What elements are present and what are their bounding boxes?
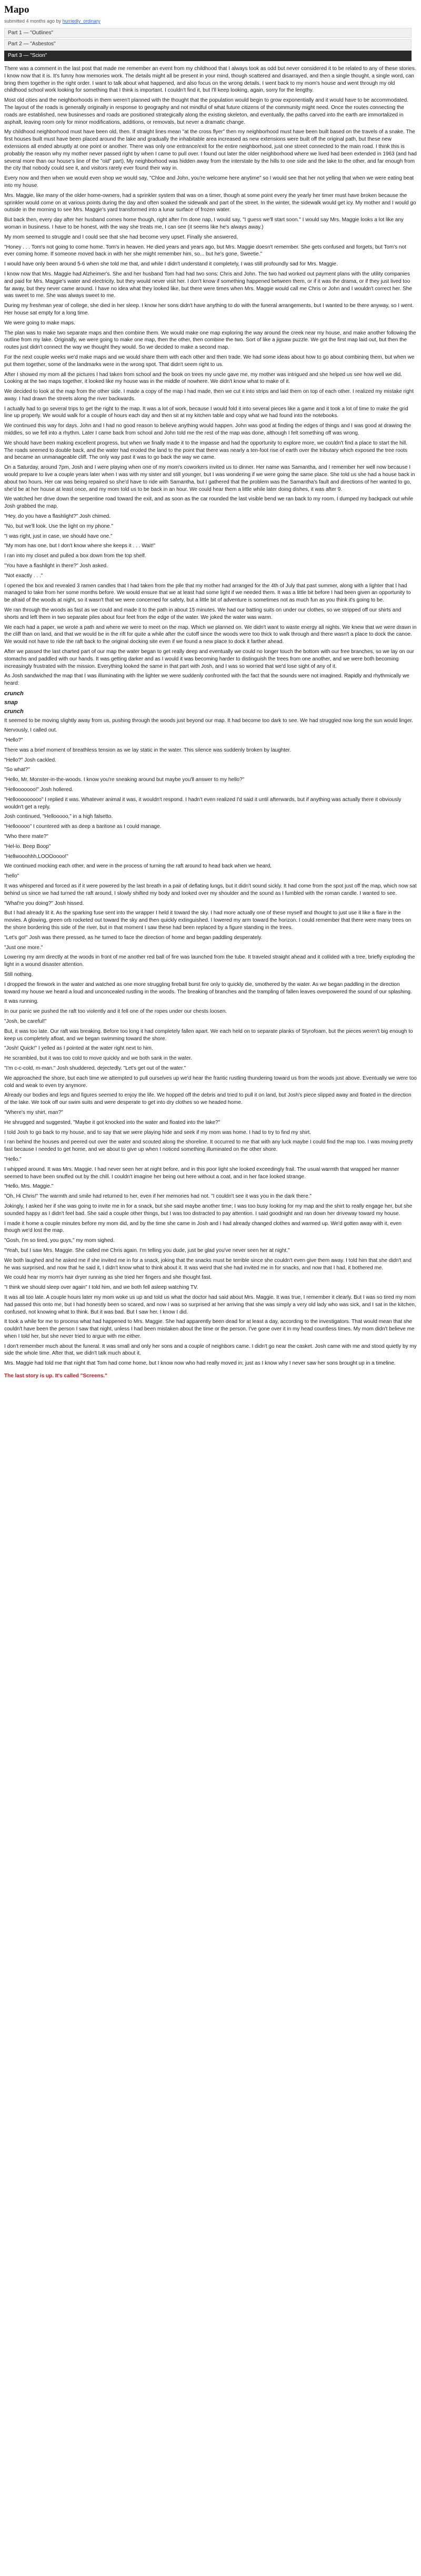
story-paragraph: "I think we should sleep over again" I told him, and we both fell asleep watching TV. [4,1285,198,1291]
story-paragraph: I told Josh to go back to my house, and to say that we were playing hide and seek if my mom was home. I had to try to find my shirt. [4,1129,312,1136]
story-body [4,65,417,1380]
byline-prefix: submitted 4 months ago by [4,18,62,24]
story-paragraph: "So what?" [4,767,30,773]
story-paragraph: As Josh sandwiched the map that I was illuminating with the lighter we were suddenly confronted with the fact that the sounds were not imagined. Rapidly and rhythmically we heard: [4,673,409,687]
story-paragraph: Most old cities and the neighborhoods in them weren't planned with the thought that the population would begin to grow exponentially and it would have to be accommodated. The layout of the roads is generally originally in response to geography and not mindful of what future citizens of the community might need. Once the routes connecting the roads are established, new businesses and roads are positioned strategically along the existing skeleton, and eventually, the paths carved into the earth are immortalized in asphalt, leaving room only for minor modifications, additions, or removals, but never a dramatic change. [4,97,408,125]
story-paragraph: I know now that Mrs. Maggie had Alzheimer's. She and her husband Tom had had two sons: Chris and John. The two had worked out payment plans with the utility companies and paid for Mrs. Maggie's water and electricity, but they would never visit her. I don't know if something happened between them, or if it was the drama, or if they just lived too far away, but they never came around. I have no idea what they looked like, but there were times when Mrs. Maggie would call me Chris or John and I wouldn't correct her. She was sweet to me. She was always sweet to me. [4,271,412,299]
story-paragraph: "Who there mate?" [4,834,48,840]
story-paragraph: "Hel-lo. Beep Boop" [4,843,51,850]
story-paragraph: I whipped around. It was Mrs. Maggie. I had never seen her at night before, and in this poor light she looked exceedingly frail. The usual warmth that wrapped her manner seemed to have been snuffed out by the chill. I couldn't imagine her being out here without a coat, and in her face looked strange. [4,1166,399,1180]
story-paragraph: Nervously, I called out. [4,727,57,734]
story-paragraph: "Gosh, I'm so tired, you guys," my mom sighed. [4,1238,115,1244]
sound-effect-line: snap [4,699,18,706]
story-paragraph: Every now and then when we would even shop we would say, "Chloe and John, you're welcome here anytime" so I would see that her not yelling that when we were eating beat into my house. [4,175,414,189]
closing-note: The last story is up. It's called "Screens." [4,1373,107,1379]
story-paragraph: For the next couple weeks we'd make maps and we would share them with each other and then trade. We had some ideas about how to go about combining them, but when we put them together, some of the landmarks were in the wrong spot. That didn't seem right to us. [4,354,415,368]
story-paragraph: "You have a flashlight in there?" Josh asked. [4,563,108,569]
story-paragraph: "Hello?" Josh cackled. [4,757,56,763]
story-paragraph: "Hello." [4,1156,22,1162]
series-part-link[interactable]: Part 3 — "Scion" [4,51,412,61]
story-paragraph: I would have only been around 5-6 when she told me that, and while I didn't understand it completely, I was still profoundly sad for Mrs. Maggie. [4,261,338,268]
byline [4,18,417,24]
series-part-link[interactable]: Part 2 — "Asbestos" [4,39,412,50]
story-paragraph: "Hey, do you have a flashlight?" Josh chimed. [4,514,111,520]
story-paragraph: I opened the box and revealed 3 ramen candles that I had taken from the pile that my mother had arranged for the 4th of July that past summer, along with a lighter that I had managed to take from her some months before. We would ensure that we at least had some light if we needed them. It was a little bit before I had been given an opportunity to be afraid of the woods at night, so it wasn't that we were concerned for safety, but a little bit of adventure is sometimes not as much fun as you think it's going to be. [4,583,411,604]
story-paragraph: After we passed the last charted part of our map the water began to get really deep and eventually we could no longer touch the bottom with our free branches, so we lay on our stomachs and paddled with our hands. It was getting darker and as I would it was becoming harder to distinguish the trees from one another, and we were both becoming increasingly frustrated with the mission. Everything looked the same in that part with Josh, and I was so worried that we'd lose sight of any of it. [4,649,414,669]
series-part-link[interactable]: Part 1 — "Outlines" [4,28,412,38]
story-paragraph: "Oh, Hi Chris!" The warmth and smile had returned to her, even if her memories had not. "I couldn't see it was you in the dark there." [4,1193,312,1200]
story-paragraph: We continued this way for days. John and I had no good reason to believe anything would happen. John was good at finding the edges of things and I was good at drawing the middles, so we fell into a rhythm. Later I came back from school and John told me the rest of the map was done, although I felt something off was wrong. [4,423,412,437]
story-paragraph: On a Saturday, around 7pm, Josh and I were playing when one of my mom's coworkers invited us to dinner. Her name was Samantha, and I remember her well now because I would prepare to live a couple years later when I was with my sister and still younger, but I was wondering if we were going the same place. She told us she had a house back in about two hours. Her car was being repaired so she'd have to ride with Samantha, but I gathered that the problem was the Samantha's fault and directions of her wanted to go, she'd be at her house at least once, and my mom told us to be back in an hour. We could hear them a little while later doing dishes, it was after 9. [4,465,415,492]
story-paragraph: Lowering my arm directly at the woods in front of me another red ball of fire was launched from the tube. It traveled straight ahead and it collided with a tree, briefly exploding the light in a wound disaster attention. [4,954,415,968]
story-paragraph: We approached the shore, but each time we attempted to pull ourselves up we'd hear the frantic rustling thundering toward us from the woods just above. Eventually we were too cold and weak to even try anymore. [4,1075,417,1089]
story-paragraph: My mom seemed to struggle and I could see that she had become very upset. Finally she answered, [4,234,238,240]
story-paragraph: I dropped the firework in the water and watched as one more struggling fireball burst fire only to quickly die, smothered by the water. As we began paddling in the direction toward my house we heard a loud and unconcealed rustling in the woods. The breaking of branches and the trampling of fallen leaves overpowered the sound of our splashing. [4,981,412,995]
story-paragraph: "Hello, Mr. Monster-in-the-woods. I know you're sneaking around but maybe you'll answer to my hello?" [4,777,245,783]
story-paragraph: "Honey . . . Tom's not going to come home. Tom's in heaven. He died years and years ago, but Mrs. Maggie doesn't remember. She gets confused and forgets, but Tom's not ever coming home. If someone moved back in with her she might remember him, so... but he's gone, Sweetie." [4,244,406,258]
story-paragraph: Still nothing. [4,972,33,978]
author-link[interactable]: hurriedly_ordinary [62,18,101,24]
story-paragraph: "I'm c-c-cold, m-man." Josh shuddered, dejectedly. "Let's get out of the water." [4,1065,186,1071]
story-paragraph: I ran into my closet and pulled a box down from the top shelf. [4,553,146,559]
story-paragraph: "Yeah, but I saw Mrs. Maggie. She called me Chris again. I'm telling you dude, just be glad you've never seen her at night." [4,1247,290,1254]
story-paragraph: I ran behind the houses and peered out over the water and scouted along the shoreline. It occurred to me that with any luck maybe I could find the map too. I was moving pretty fast because I needed to get home, and we about to give up when I noticed something illuminated on the other shore. [4,1139,413,1153]
story-paragraph: He scrambled, but it was too cold to move quickly and we both sank in the water. [4,1055,192,1062]
story-paragraph: "Hellooooooo!" Josh hollered. [4,787,74,793]
story-paragraph: Mrs. Maggie had told me that night that Tom had come home, but I know now who had really moved in; just as I know why I never saw her sons brought up in a timeline. [4,1360,396,1367]
story-paragraph: My childhood neighborhood must have been old, then. If straight lines mean "at the cross flyer" then my neighborhood must have been built based on the travels of a snake. The first houses built must have been placed around the lake and gradually the inhabitable area increased as new extensions were built off the original path, but these new extensions all ended abruptly at one point or another. There was only one entrance/exit for the entire neighborhood, just one street connected to the main road. I think this is probably the reason why my mother never passed right by when I came to pull over. I found out later the older neighborhood where we lived had been extended in 1963 (and had several more than our house's line of the "old" part). My neighborhood was hidden away from the interstate by the hills to one side and the lake to the other, and far enough from the city that nobody could see it, and visitors rarely ever found their way in. [4,129,417,172]
story-paragraph: During my freshman year of college, she died in her sleep. I know her sons didn't have anything to do with the funeral arrangements, but I wanted to be there anyway, so I went. Her house sat empty for a long time. [4,303,414,316]
story-paragraph: Already our bodies and legs and figures seemed to enjoy the life. We hopped off the debris and tried to pull it on land, but Josh's piece slipped away and floated in the direction of the lake. We took off our swim suits and were desperate to get into dry clothes so we headed home. [4,1092,412,1106]
story-paragraph: It was all too late. A couple hours later my mom woke us up and told us what the doctor had said about Mrs. Maggie. It was true, I remember it clearly. But I was so tired my mom had passed this onto me, but I had honestly been so scared, and now I was so surprised at her arriving that she was simply a very old lady who was sick, and I sat in the kitchen, confused, not knowing what to think. But it was bad. But I saw her. I know I did. [4,1294,416,1315]
story-paragraph: There was a brief moment of breathless tension as we lay static in the water. This silence was suddenly broken by laughter. [4,747,292,753]
sound-effect-line: crunch [4,708,24,715]
story-paragraph: "My mom has one, but I don't know where she keeps it . . . Wait!" [4,543,156,549]
story-paragraph: "Not exactly . . ." [4,573,43,579]
story-paragraph: But I had already lit it. As the sparking fuse sent into the wrapper I held it toward the sky. I had more actually one of these myself and thought to just use it like a flare in the movies. A glowing, green orb rocketed out toward the sky and then quickly extinguished. I lowered my arm toward the horizon. I could remember that there were many trees on the shore bordering this side of the river, but in that moment I saw these had been replaced by a figure standing in the trees. [4,910,412,931]
story-paragraph: We watched her drive down the serpentine road toward the exit, and as soon as the car rounded the last visible bend we ran back to my room. I dumped my backpack out while Josh grabbed the map. [4,496,413,510]
story-paragraph: We each had a paper, we wrote a path and where we were to meet on the map. Which we planned on. We didn't want to waste energy all nights. We knew that we were drawn in the cliff than on land, and that we would be in the rift for quite a while after the cutoff since the woods were too thick to walk through and there wasn't a place to dock the canoe. We would not have to ride the raft back to the original docking site even if we found a new place to dock it farther ahead. [4,624,417,645]
story-paragraph: But back then, every day after her husband comes home though, right after I'm done nap, I would say, "I guess we'll start soon." I would say Mrs. Maggie looks a lot like any woman in business. I have to be honest, with the way she treats me, I can see (it seems like he's always away.) [4,217,404,230]
story-paragraph: "Hello, Mrs. Maggie." [4,1183,54,1190]
story-paragraph: "No, but we'll look. Use the light on my phone." [4,523,113,529]
story-paragraph: The plan was to make two separate maps and then combine them. We would make one map exploring the way around the creek near my house, and make another following the outline from my lake. Originally, we were going to make one map, then the other, then combine the two. Sort of like a jigsaw puzzle. We got the first map laid out, but then the routes just didn't connect the way we thought they would. So we decided to make a second map. [4,330,416,351]
story-paragraph: "Just one more." [4,944,43,951]
story-paragraph: I made it home a couple minutes before my mom did, and by the time she came in Josh and I had already changed clothes and warmed up. We'd gotten away with it, even though we'd lost the map. [4,1220,402,1234]
story-paragraph: We both laughed and he asked me if she invited me in for a snack, joking that the snacks must be terrible since she couldn't even give them away. I told him that she didn't and he was surprised, and now that he said it, I didn't know what to think about it. It was weird that she had invited me in for snacks, and now that I had, it bothered me. [4,1257,412,1271]
story-paragraph: "Josh, be careful!" [4,1019,47,1024]
story-paragraph: "What're you doing?" Josh hissed. [4,900,84,906]
story-paragraph: It seemed to be moving slightly away from us, pushing through the woods just beyond our map. It had become too dark to see. We had struggled now long the sun would linger. [4,717,413,724]
story-paragraph: Mrs. Maggie, like many of the older home-owners, had a sprinkler system that was on a timer, though at some point every the yearly her timer must have broken because the sprinkler would come on at various points during the day and often soaked the sidewalk and part of the street. In the winter, the sidewalk would get icy. My mother and I would go outside in the morning to see Mrs. Maggie's yard transformed into a lunar surface of frozen water. [4,192,416,213]
story-paragraph: I don't remember much about the funeral. It was small and only her sons and a couple of neighbors came. I didn't go near the casket. Josh came with me and stood quietly by my side the whole time. After that, we didn't talk much about it. [4,1343,417,1357]
story-paragraph: "Josh! Quick!" I yelled as I pointed at the water right next to him. [4,1045,153,1052]
story-paragraph: We should have been making excellent progress, but when we finally made it to the impasse and had the opportunity to explore more, we couldn't find a place to start the hill. The roads seemed to double back, and the water had eroded the land to the point that there was nearly a ten-foot rise of earth over the tributary which exposed the tree roots and became an unmanageable cliff. The only way past it was to go back the way we came. [4,440,408,461]
story-paragraph: Jokingly, I asked her if she was going to invite me in for a snack, but she said maybe another time; I was too busy looking for my map and the shirt to really engage her, but she sounded happy as I didn't feel bad. She said a couple other things, but I was too distracted to pay attention. I said goodnight and ran down her driveway toward my house. [4,1203,413,1217]
story-paragraph: It was whispered and forced as if it were powered by the last breath in a pair of deflating lungs, but it didn't sound sickly. It had come from the spot just off the map, which now sat behind us since we had turned the raft around, I slowly shifted my body and looked over my shoulder and the sound as I fumbled with the roman candle. I wanted to see. [4,883,417,896]
story-paragraph: We decided to look at the map from the other side. I made a copy of the map I had made, then we cut it into strips and laid them on top of each other. I realized my mistake right away. I had drawn the streets along the river backwards. [4,389,414,402]
story-paragraph: It took a while for me to process what had happened to Mrs. Maggie. She had apparently been dead for at least a day, according to the investigators. That would mean that she couldn't have been the person I saw that night, unless I had been mistaken about the time or the person. I've gone over it in my head countless times. My mom didn't believe me when I told her, but she never tried to argue with me either. [4,1319,415,1339]
story-paragraph: I actually had to go several trips to get the right to the map. It was a lot of work, because I would fold it into several pieces like a game and it took a lot of time to make the grid line up properly. We would walk for a couple of hours each day and then sit at my kitchen table and copy what we had found into the notebooks. [4,406,408,419]
story-paragraph: We continued mocking each other, and were in the process of turning the raft around to head back when we heard, [4,863,272,870]
story-paragraph: "hello" [4,873,19,880]
story-paragraph: "Hellooooo" I countered with as deep a baritone as I could manage. [4,824,162,830]
sound-effect-line: crunch [4,690,24,697]
story-paragraph: "Where's my shirt, man?" [4,1109,63,1116]
story-paragraph: It was running. [4,999,39,1005]
story-paragraph: We were going to make maps. [4,320,75,326]
story-paragraph: We ran through the woods as fast as we could and made it to the path in about 15 minutes. We had our batting suits on under our clothes, so we stripped off our shirts and shorts and left them in two separate piles about four feet from the edge of the water. We joked the water was warm. [4,607,402,620]
story-title: Mapo [4,4,29,15]
story-paragraph: There was a comment in the last post that made me remember an event from my childhood that I always took as odd but never considered it to be related to any of these stories. I know now that it is. It's funny how memories work. The details might all be present in your mind, though scattered and disarrayed, and then a single thought, a single word, can bring them together in the right order. I want to talk about what happened, and also focus on the wrong details. I went back to my mom's house and went through my old childhood school work looking for something that I think is important. I couldn't find it, but I'll keep looking, again, sorry for the lengthy. [4,66,416,94]
story-paragraph: He shrugged and suggested, "Maybe it got knocked into the water and floated into the lake?" [4,1119,220,1126]
story-paragraph: But, it was too late. Our raft was breaking. Before too long it had completely fallen apart. We each held on to separate planks of Styrofoam, but the pieces weren't big enough to keep us completely afloat, and we began swimming toward the shore. [4,1028,413,1042]
story-paragraph: "I was right, just in case, we should have one." [4,533,113,539]
story-paragraph: "Hello?" [4,737,23,744]
story-paragraph: Josh continued, "Hellooooo," in a high falsetto. [4,814,113,820]
story-paragraph: We could hear my mom's hair dryer running as she tried her fingers and she thought fast. [4,1275,212,1281]
series-parts-list [4,28,417,61]
story-paragraph: "Hellwooohhh,LOOOoooo!" [4,853,68,860]
story-paragraph: In our panic we pushed the raft too violently and it fell one of the ropes under our chests loosen. [4,1009,227,1015]
story-paragraph: After I showed my mom all the pictures I had taken from school and the book on trees my uncle gave me, my mother was intrigued and she helped us see how well we did. Looking at the two maps together, it looked like my house was in the middle of nowhere. We didn't know what to make of it. [4,371,402,385]
story-paragraph: "Hellooooooooo" I replied it was. Whatever animal it was, it wouldn't respond. I hadn't even realized I'd said it until afterwards, but if anything was actually there it obviously wouldn't get a reply. [4,796,402,810]
story-paragraph: "Let's go!" Josh was there pressed, as he turned to face the direction of home and began paddling desperately. [4,934,263,941]
